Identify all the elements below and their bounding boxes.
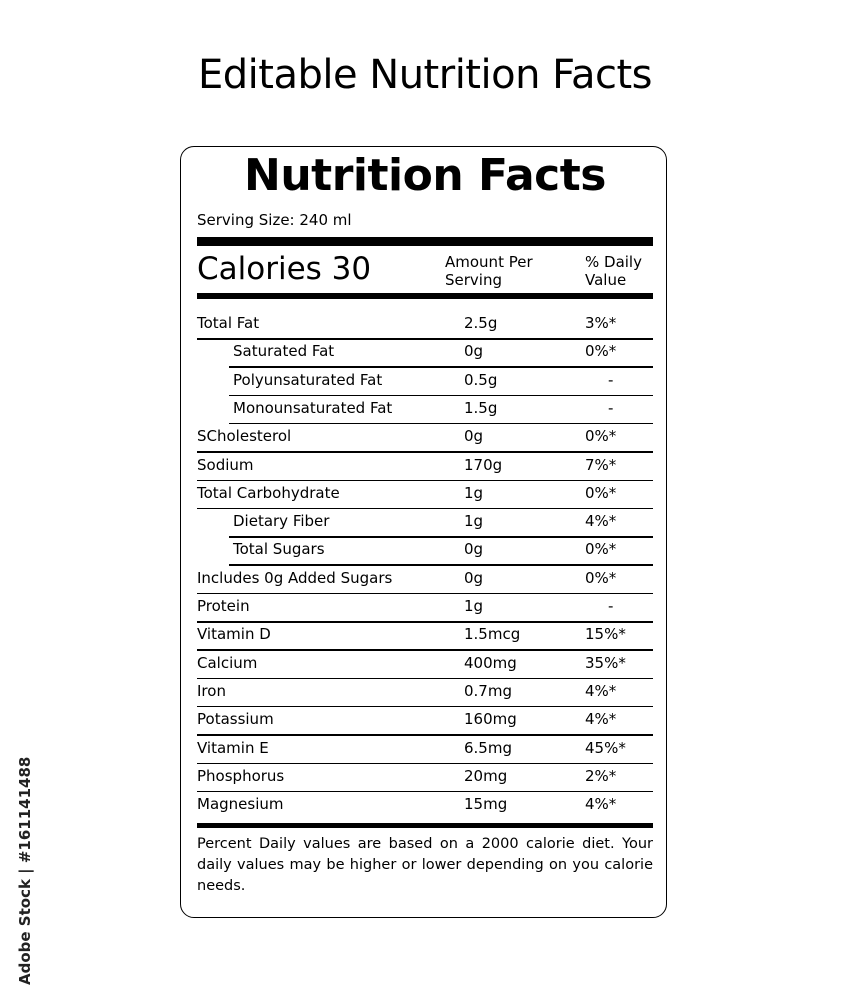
page-title: Editable Nutrition Facts bbox=[197, 52, 652, 98]
nutrient-amount: 0.5g bbox=[464, 370, 498, 389]
nutrient-amount: 400mg bbox=[464, 653, 517, 672]
row-divider bbox=[229, 423, 653, 425]
nutrient-amount: 2.5g bbox=[464, 314, 498, 332]
row-divider bbox=[197, 451, 653, 453]
nutrient-amount: 0g bbox=[464, 568, 484, 587]
row-divider bbox=[197, 480, 653, 482]
nutrient-daily-value: 0%* bbox=[585, 540, 617, 559]
nutrient-daily-value: 0%* bbox=[585, 427, 617, 446]
nutrient-amount: 0g bbox=[464, 427, 484, 446]
row-divider bbox=[197, 763, 653, 765]
nutrient-amount: 1g bbox=[464, 483, 484, 502]
amount-per-serving-header: Amount Per Serving bbox=[445, 253, 533, 289]
nutrient-amount: 160mg bbox=[464, 710, 517, 729]
row-divider bbox=[197, 593, 653, 595]
nutrient-daily-value: 35%* bbox=[585, 653, 626, 672]
nutrient-name: Sodium bbox=[197, 455, 254, 474]
nutrient-amount: 6.5mg bbox=[464, 738, 512, 757]
daily-value-footnote: Percent Daily values are based on a 2000 calorie diet. Your daily values may be higher or lower depending on you calorie needs. bbox=[197, 836, 653, 894]
nutrient-name: Potassium bbox=[197, 710, 274, 729]
nutrient-name: Includes 0g Added Sugars bbox=[197, 568, 393, 587]
daily-value-header: % Daily Value bbox=[585, 253, 642, 289]
nutrient-amount: 170g bbox=[464, 455, 503, 474]
nutrition-facts-title: Nutrition Facts bbox=[244, 150, 606, 201]
row-divider bbox=[197, 649, 653, 651]
row-divider bbox=[229, 366, 653, 368]
nutrient-name: Protein bbox=[197, 597, 250, 615]
nutrient-name: Magnesium bbox=[197, 795, 284, 814]
nutrient-name: Monounsaturated Fat bbox=[233, 398, 393, 417]
nutrient-daily-value: 4%* bbox=[585, 710, 617, 729]
row-divider bbox=[229, 564, 653, 566]
nutrient-daily-value: 45%* bbox=[585, 738, 626, 757]
nutrient-amount: 15mg bbox=[464, 795, 508, 814]
nutrient-amount: 1.5g bbox=[464, 398, 498, 417]
calories-value: Calories 30 bbox=[197, 251, 372, 287]
nutrient-amount: 20mg bbox=[464, 766, 508, 785]
nutrient-daily-value: - bbox=[608, 398, 614, 417]
row-divider bbox=[197, 678, 653, 680]
nutrient-amount: 0.7mg bbox=[464, 681, 512, 700]
nutrient-daily-value: - bbox=[608, 370, 614, 389]
nutrient-name: Saturated Fat bbox=[233, 342, 335, 361]
row-divider bbox=[229, 395, 653, 397]
row-divider bbox=[197, 791, 653, 793]
nutrient-daily-value: 4%* bbox=[585, 512, 617, 531]
nutrient-name: Vitamin D bbox=[197, 625, 271, 644]
nutrient-daily-value: 3%* bbox=[585, 314, 617, 332]
nutrient-name: Iron bbox=[197, 681, 226, 700]
row-divider bbox=[197, 508, 653, 510]
nutrient-amount: 0g bbox=[464, 540, 484, 559]
row-divider bbox=[197, 706, 653, 708]
nutrient-name: Total Sugars bbox=[233, 540, 325, 559]
nutrient-name: Polyunsaturated Fat bbox=[233, 370, 383, 389]
nutrient-amount: 1g bbox=[464, 597, 484, 615]
nutrient-daily-value: 0%* bbox=[585, 342, 617, 361]
nutrient-daily-value: 0%* bbox=[585, 568, 617, 587]
nutrient-daily-value: 4%* bbox=[585, 795, 617, 814]
thick-divider-bottom bbox=[197, 823, 653, 828]
nutrient-name: Phosphorus bbox=[197, 766, 285, 785]
row-divider bbox=[197, 734, 653, 736]
nutrient-amount: 1.5mcg bbox=[464, 625, 521, 644]
nutrient-daily-value: 0%* bbox=[585, 483, 617, 502]
row-divider bbox=[197, 621, 653, 623]
nutrient-daily-value: 15%* bbox=[585, 625, 626, 644]
nutrient-daily-value: 7%* bbox=[585, 455, 617, 474]
nutrient-name: Total Carbohydrate bbox=[197, 483, 340, 502]
nutrient-daily-value: 2%* bbox=[585, 766, 617, 785]
row-divider bbox=[197, 338, 653, 340]
nutrient-amount: 1g bbox=[464, 512, 484, 531]
nutrient-name: Vitamin E bbox=[197, 738, 269, 757]
serving-size: Serving Size: 240 ml bbox=[197, 211, 352, 229]
nutrient-amount: 0g bbox=[464, 342, 484, 361]
nutrient-name: SCholesterol bbox=[197, 427, 292, 446]
stock-credit: Adobe Stock | #161141488 bbox=[16, 756, 34, 985]
row-divider bbox=[229, 536, 653, 538]
nutrient-name: Total Fat bbox=[197, 314, 260, 332]
nutrient-name: Dietary Fiber bbox=[233, 512, 330, 531]
nutrient-daily-value: - bbox=[608, 597, 614, 615]
nutrient-name: Calcium bbox=[197, 653, 258, 672]
nutrient-daily-value: 4%* bbox=[585, 681, 617, 700]
